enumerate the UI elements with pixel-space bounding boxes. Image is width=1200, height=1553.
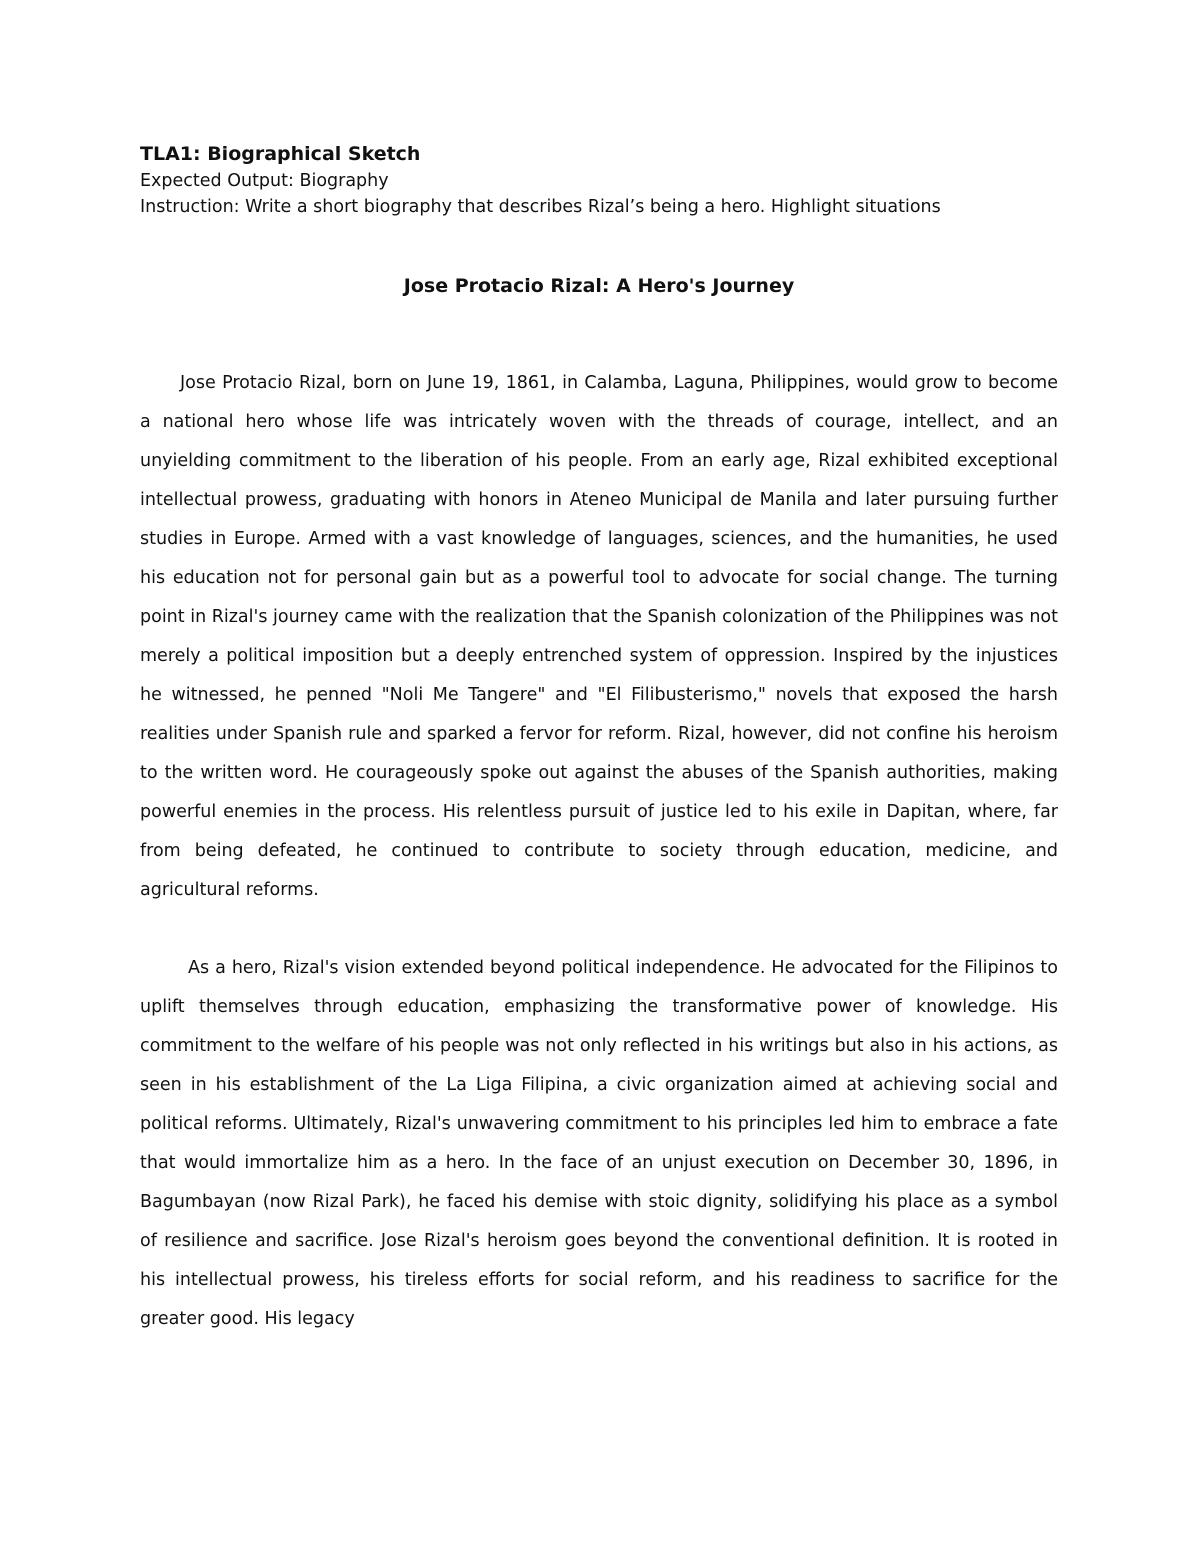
assignment-title: TLA1: Biographical Sketch [140, 143, 421, 165]
body-paragraph-2: As a hero, Rizal's vision extended beyond political independence. He advocated for the Filipinos to uplift themselves through education, emphasizing the transformative power of knowledge. His commitment to the welfare of his people was not only reflected in his writings but also in his actions, as seen in his establishment of the La Liga Filipina, a civic organization aimed at achieving social and political reforms. Ultimately, Rizal's unwavering commitment to his principles led him to embrace a fate that would immortalize him as a hero. In the face of an unjust execution on December 30, 1896, in Bagumbayan (now Rizal Park), he faced his demise with stoic dignity, solidifying his place as a symbol of resilience and sacrifice. Jose Rizal's heroism goes beyond the conventional definition. It is rooted in his intellectual prowess, his tireless efforts for social reform, and his readiness to sacrifice for the greater good. His legacy [140, 958, 1058, 1329]
page-content [140, 140, 1058, 1339]
document-title: Jose Protacio Rizal: A Hero's Journey [403, 275, 795, 297]
expected-output-line: Expected Output: Biography [140, 171, 389, 191]
instruction-line: Instruction: Write a short biography that describes Rizal’s being a hero. Highlight situations [140, 197, 941, 217]
body-paragraph-1: Jose Protacio Rizal, born on June 19, 1861, in Calamba, Laguna, Philippines, would grow to become a national hero whose life was intricately woven with the threads of courage, intellect, and an unyielding commitment to the liberation of his people. From an early age, Rizal exhibited exceptional intellectual prowess, graduating with honors in Ateneo Municipal de Manila and later pursuing further studies in Europe. Armed with a vast knowledge of languages, sciences, and the humanities, he used his education not for personal gain but as a powerful tool to advocate for social change. The turning point in Rizal's journey came with the realization that the Spanish colonization of the Philippines was not merely a political imposition but a deeply entrenched system of oppression. Inspired by the injustices he witnessed, he penned "Noli Me Tangere" and "El Filibusterismo," novels that exposed the harsh realities under Spanish rule and sparked a fervor for reform. Rizal, however, did not confine his heroism to the written word. He courageously spoke out against the abuses of the Spanish authorities, making powerful enemies in the process. His relentless pursuit of justice led to his exile in Dapitan, where, far from being defeated, he continued to contribute to society through education, medicine, and agricultural reforms. [140, 373, 1058, 900]
